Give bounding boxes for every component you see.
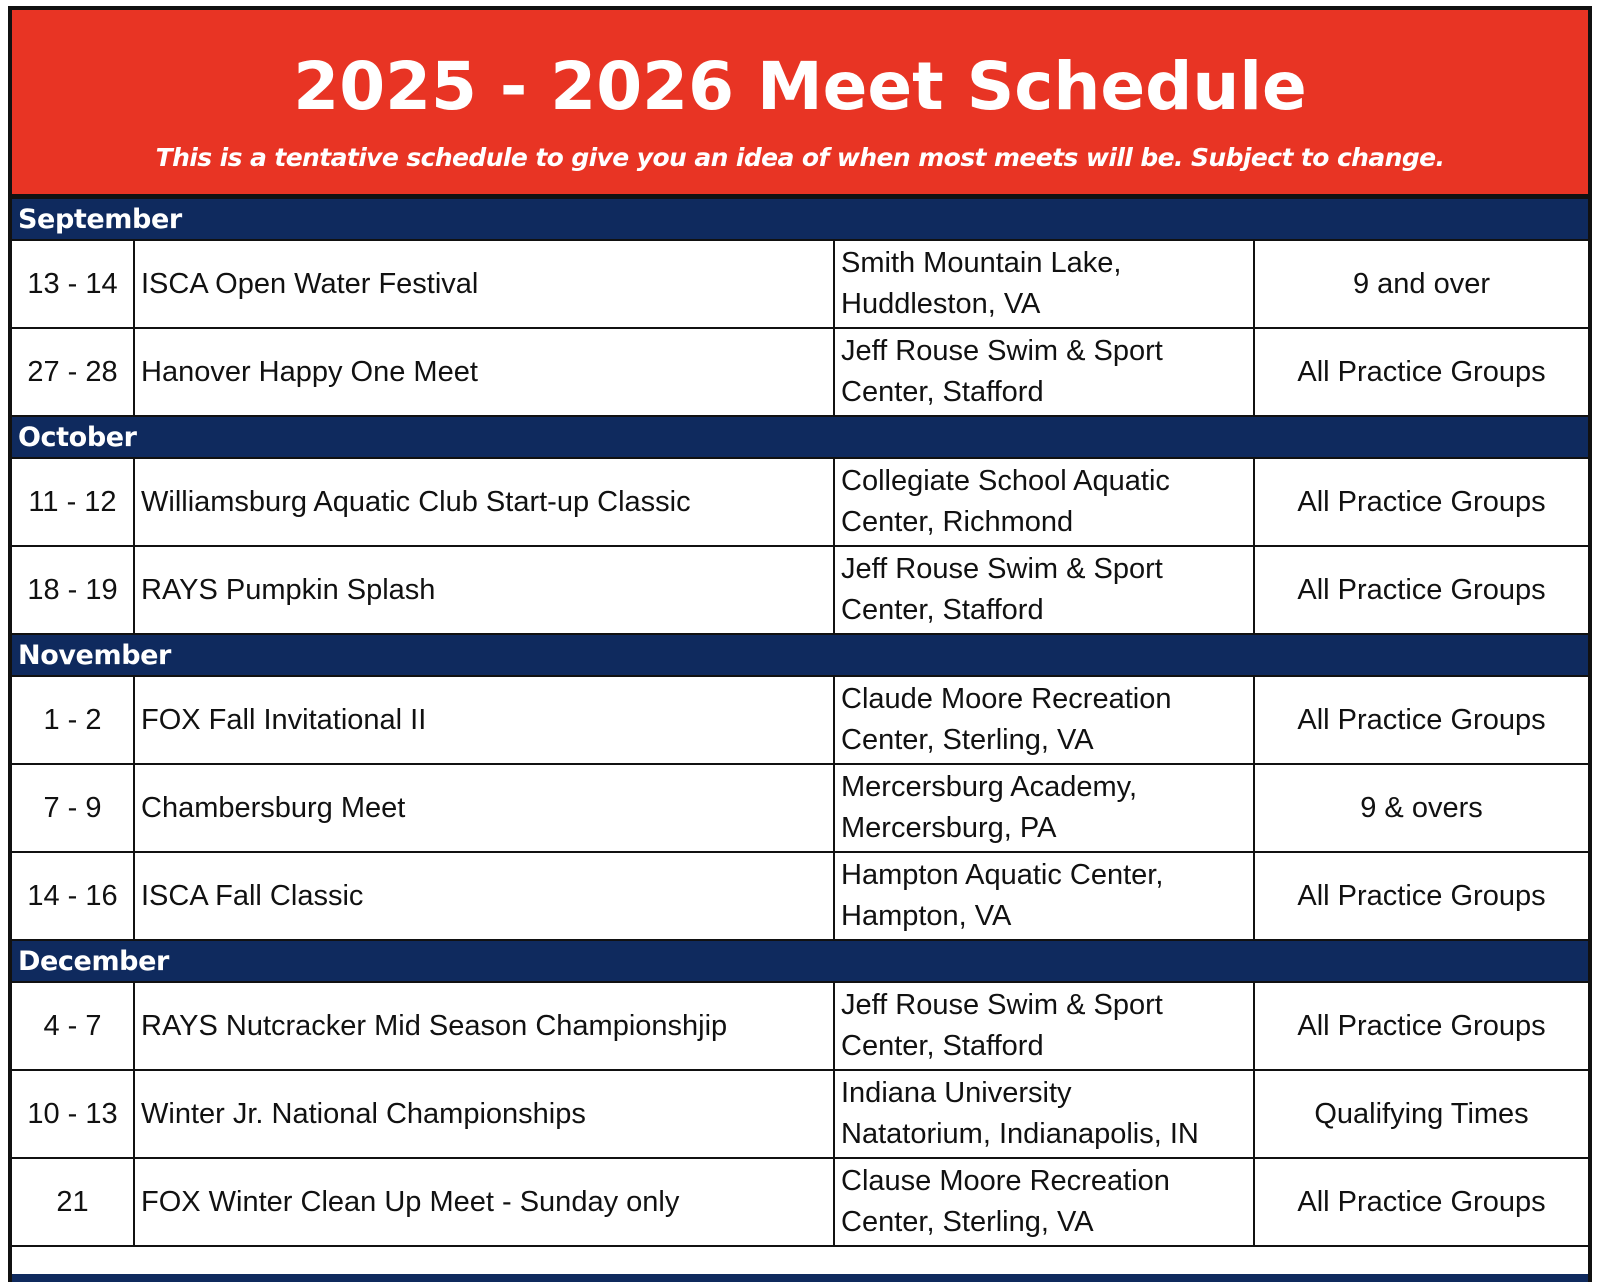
meet-groups: All Practice Groups <box>1254 458 1588 546</box>
meet-groups: All Practice Groups <box>1254 546 1588 634</box>
schedule-body <box>12 198 1588 1246</box>
meet-location-line2: Center, Sterling, VA <box>841 1206 1094 1238</box>
month-label: November <box>12 634 1588 676</box>
month-row <box>12 416 1588 458</box>
meet-location-line2: Center, Richmond <box>841 506 1074 538</box>
schedule-header <box>12 10 1588 197</box>
meet-location <box>834 546 1254 634</box>
meet-location-line1: Claude Moore Recreation <box>841 683 1172 715</box>
meet-name: RAYS Pumpkin Splash <box>134 546 834 634</box>
meet-location <box>834 982 1254 1070</box>
meet-groups: All Practice Groups <box>1254 852 1588 940</box>
table-row <box>12 1158 1588 1246</box>
meet-groups: All Practice Groups <box>1254 676 1588 764</box>
table-row <box>12 458 1588 546</box>
meet-name: Hanover Happy One Meet <box>134 328 834 416</box>
meet-location <box>834 328 1254 416</box>
schedule-sheet <box>8 6 1592 1282</box>
table-row <box>12 676 1588 764</box>
meet-location-line1: Clause Moore Recreation <box>841 1165 1170 1197</box>
bottom-rule <box>12 1274 1588 1282</box>
meet-location-line1: Jeff Rouse Swim & Sport <box>841 553 1163 585</box>
month-label: September <box>12 198 1588 240</box>
table-row <box>12 546 1588 634</box>
meet-location-line2: Huddleston, VA <box>841 288 1041 320</box>
meet-location-line1: Collegiate School Aquatic <box>841 465 1170 497</box>
meet-groups: 9 and over <box>1254 240 1588 328</box>
meet-location-line1: Jeff Rouse Swim & Sport <box>841 989 1163 1021</box>
table-row <box>12 328 1588 416</box>
meet-location-line1: Hampton Aquatic Center, <box>841 859 1164 891</box>
meet-location-line1: Jeff Rouse Swim & Sport <box>841 335 1163 367</box>
meet-dates: 18 - 19 <box>12 546 134 634</box>
page-subtitle: This is a tentative schedule to give you an idea of when most meets will be. Subject to change. <box>155 143 1445 172</box>
meet-location <box>834 1070 1254 1158</box>
meet-location <box>834 240 1254 328</box>
meet-dates: 10 - 13 <box>12 1070 134 1158</box>
meet-name: ISCA Open Water Festival <box>134 240 834 328</box>
meet-location-line1: Indiana University <box>841 1077 1072 1109</box>
month-row <box>12 634 1588 676</box>
meet-name: FOX Fall Invitational II <box>134 676 834 764</box>
meet-location <box>834 764 1254 852</box>
table-row <box>12 982 1588 1070</box>
meet-location-line2: Hampton, VA <box>841 900 1012 932</box>
meet-dates: 13 - 14 <box>12 240 134 328</box>
table-row <box>12 1070 1588 1158</box>
month-label: October <box>12 416 1588 458</box>
table-row <box>12 764 1588 852</box>
meet-groups: Qualifying Times <box>1254 1070 1588 1158</box>
meet-location-line2: Center, Stafford <box>841 1030 1044 1062</box>
meet-location-line1: Smith Mountain Lake, <box>841 247 1122 279</box>
meet-name: FOX Winter Clean Up Meet - Sunday only <box>134 1158 834 1246</box>
meet-location <box>834 458 1254 546</box>
meet-location <box>834 1158 1254 1246</box>
meet-location <box>834 852 1254 940</box>
meet-dates: 7 - 9 <box>12 764 134 852</box>
meet-groups: All Practice Groups <box>1254 1158 1588 1246</box>
meet-schedule-table <box>12 197 1588 1247</box>
meet-dates: 27 - 28 <box>12 328 134 416</box>
month-label: December <box>12 940 1588 982</box>
meet-name: Winter Jr. National Championships <box>134 1070 834 1158</box>
month-row <box>12 198 1588 240</box>
meet-groups: All Practice Groups <box>1254 328 1588 416</box>
meet-location-line1: Mercersburg Academy, <box>841 771 1138 803</box>
meet-name: RAYS Nutcracker Mid Season Championshjip <box>134 982 834 1070</box>
meet-dates: 21 <box>12 1158 134 1246</box>
meet-location-line2: Natatorium, Indianapolis, IN <box>841 1118 1199 1150</box>
meet-location-line2: Center, Stafford <box>841 594 1044 626</box>
meet-groups: 9 & overs <box>1254 764 1588 852</box>
meet-name: Chambersburg Meet <box>134 764 834 852</box>
table-row <box>12 240 1588 328</box>
month-row <box>12 940 1588 982</box>
meet-location <box>834 676 1254 764</box>
meet-location-line2: Center, Stafford <box>841 376 1044 408</box>
meet-dates: 11 - 12 <box>12 458 134 546</box>
meet-dates: 14 - 16 <box>12 852 134 940</box>
meet-name: Williamsburg Aquatic Club Start-up Classic <box>134 458 834 546</box>
meet-groups: All Practice Groups <box>1254 982 1588 1070</box>
meet-name: ISCA Fall Classic <box>134 852 834 940</box>
table-row <box>12 852 1588 940</box>
meet-location-line2: Mercersburg, PA <box>841 812 1057 844</box>
meet-location-line2: Center, Sterling, VA <box>841 724 1094 756</box>
meet-dates: 4 - 7 <box>12 982 134 1070</box>
meet-dates: 1 - 2 <box>12 676 134 764</box>
page-title: 2025 - 2026 Meet Schedule <box>293 48 1307 125</box>
